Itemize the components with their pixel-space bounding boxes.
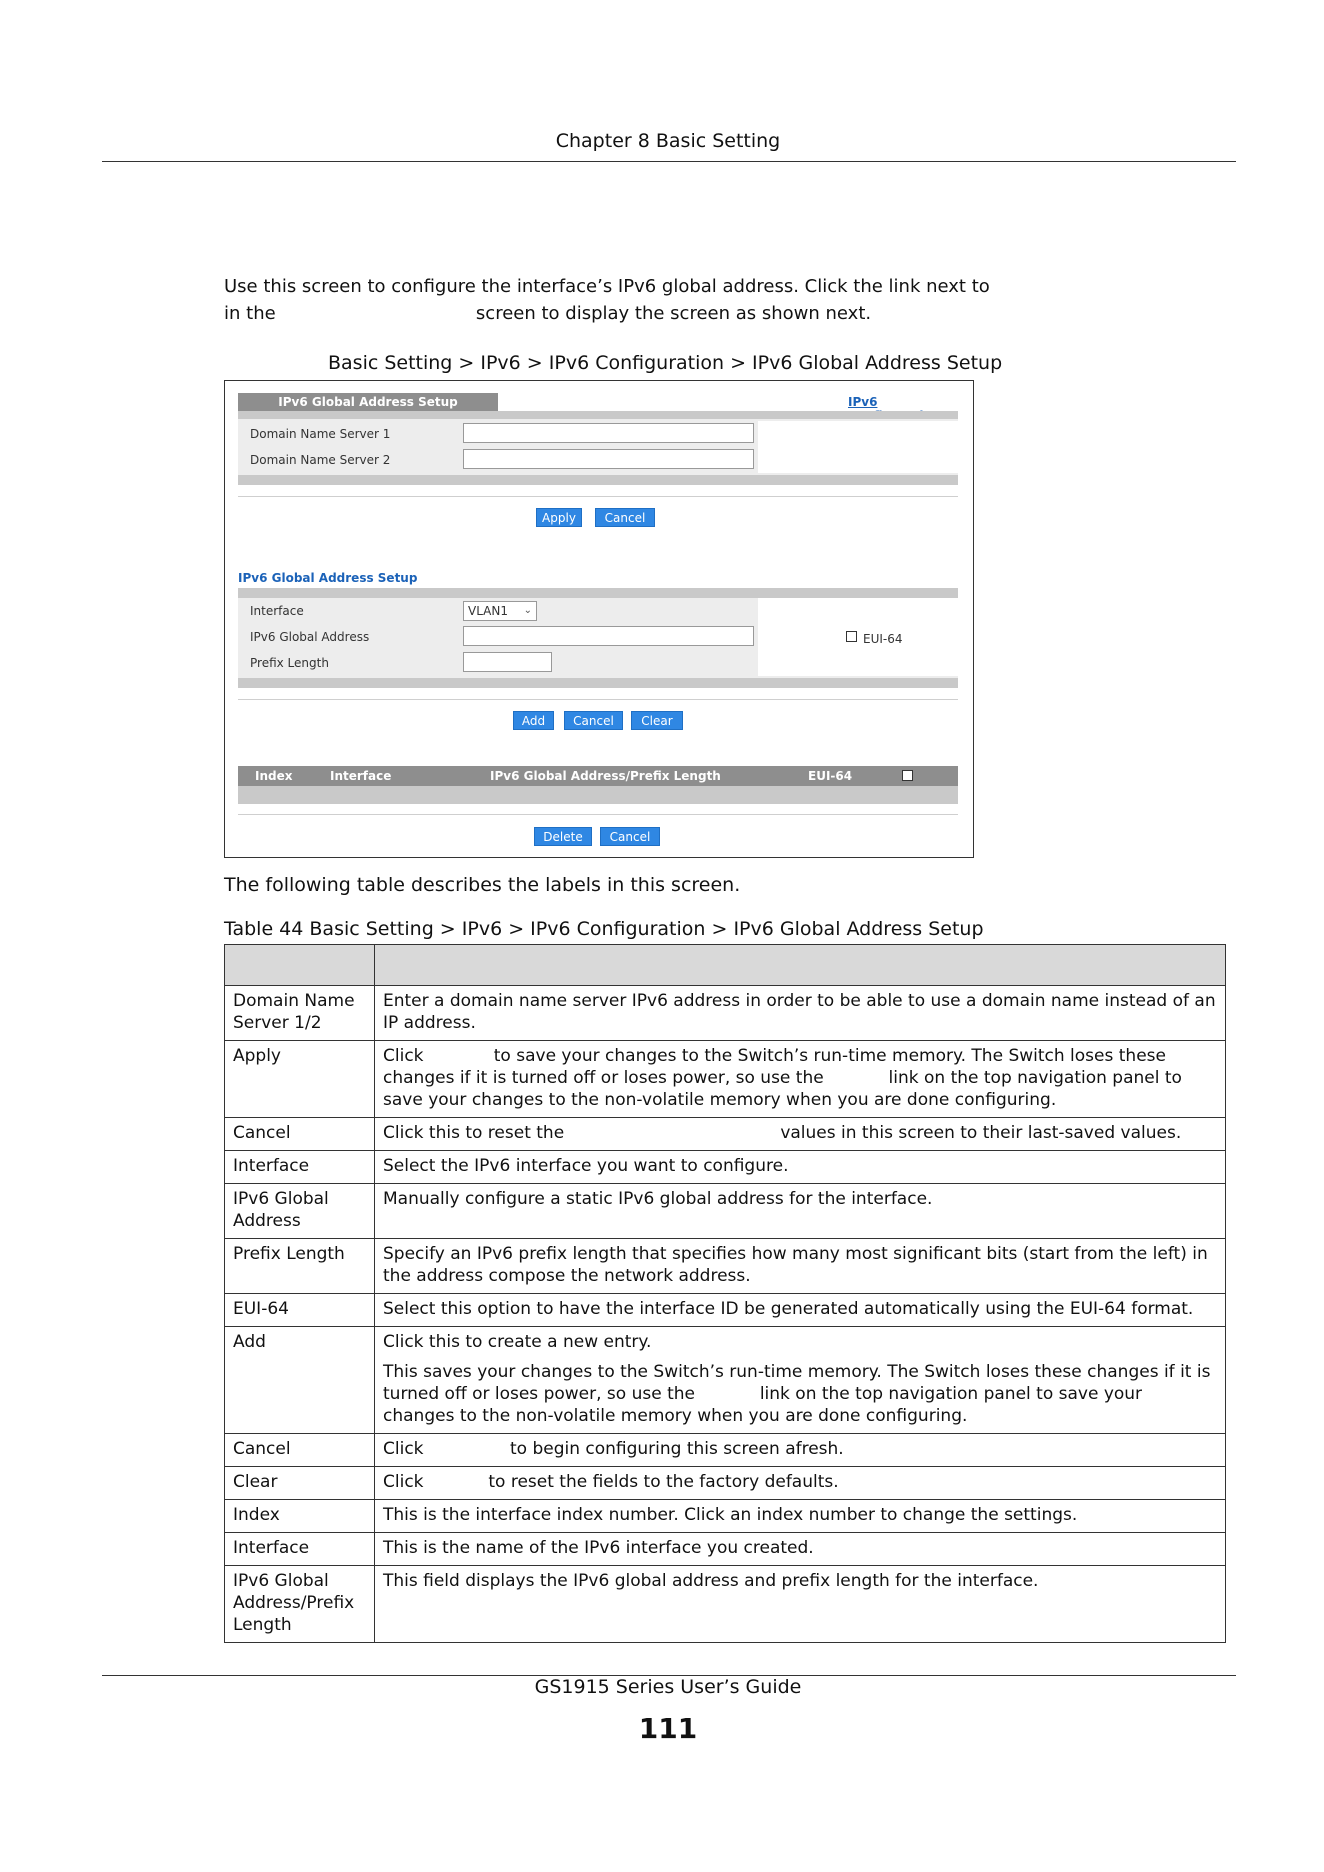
interface-select-value: VLAN1	[468, 604, 508, 618]
field-label: Index	[225, 1500, 375, 1533]
cancel-button[interactable]: Cancel	[595, 508, 655, 527]
dns2-label: Domain Name Server 2	[250, 453, 391, 467]
interface-row	[238, 598, 958, 624]
chapter-title: Chapter 8 Basic Setting	[555, 130, 781, 152]
table-row	[225, 1434, 1226, 1467]
field-label: Add	[225, 1327, 375, 1434]
header-cell-description	[375, 945, 1226, 986]
col-global-address: IPv6 Global Address/Prefix Length	[490, 769, 721, 783]
col-index: Index	[255, 769, 293, 783]
eui64-checkbox[interactable]	[846, 631, 857, 642]
intro-line-1: Use this screen to configure the interface’s IPv6 global address. Click the link next to	[224, 276, 990, 297]
description-paragraph: Click this to create a new entry.	[383, 1332, 652, 1352]
field-description	[375, 1239, 1226, 1294]
global-address-label: IPv6 Global Address	[250, 630, 370, 644]
field-label: IPv6 Global Address	[225, 1184, 375, 1239]
address-bottom-strip	[238, 678, 958, 688]
table-row	[225, 1533, 1226, 1566]
dns1-label: Domain Name Server 1	[250, 427, 391, 441]
dns2-row	[238, 447, 958, 473]
field-label: Clear	[225, 1467, 375, 1500]
field-label: Cancel	[225, 1118, 375, 1151]
field-label: Domain Name Server 1/2	[225, 986, 375, 1041]
field-description	[375, 1434, 1226, 1467]
clear-button[interactable]: Clear	[631, 711, 683, 730]
section-title: IPv6 Global Address Setup	[238, 571, 418, 585]
field-description	[375, 1041, 1226, 1118]
ipv6-configuration-link[interactable]: IPv6	[848, 395, 878, 409]
table-row	[225, 1500, 1226, 1533]
field-label: Cancel	[225, 1434, 375, 1467]
add-button[interactable]: Add	[513, 711, 554, 730]
table-row	[225, 1294, 1226, 1327]
description-paragraph: Click to save your changes to the Switch’s run-time memory. The Switch loses these changes if it is turned off or loses power, so use the link on the top navigation panel to save your changes to the non-volatile memory when you are done configuring.	[383, 1046, 1188, 1110]
ipv6-global-address-screen	[224, 380, 974, 858]
select-all-checkbox[interactable]	[902, 770, 913, 781]
dns-bottom-strip	[238, 475, 958, 485]
delete-button[interactable]: Delete	[534, 827, 592, 846]
field-description	[375, 1151, 1226, 1184]
table-row	[225, 986, 1226, 1041]
field-label: Prefix Length	[225, 1239, 375, 1294]
cancel-button[interactable]: Cancel	[600, 827, 660, 846]
description-paragraph: This field displays the IPv6 global address and prefix length for the interface.	[383, 1571, 1039, 1591]
header-rule	[102, 161, 1236, 162]
description-paragraph: Manually configure a static IPv6 global address for the interface.	[383, 1189, 933, 1209]
description-paragraph: Click to reset the fields to the factory defaults.	[383, 1472, 839, 1492]
description-paragraph: Specify an IPv6 prefix length that specifies how many most significant bits (start from the left) in the address compose the network address.	[383, 1244, 1214, 1286]
table-row	[225, 1239, 1226, 1294]
description-paragraph: Click to begin configuring this screen afresh.	[383, 1439, 844, 1459]
dns1-input[interactable]	[463, 423, 754, 443]
description-paragraph: Select this option to have the interface ID be generated automatically using the EUI-64 format.	[383, 1299, 1194, 1319]
address-list-body	[238, 786, 958, 804]
separator	[238, 496, 958, 497]
eui64-label: EUI-64	[863, 632, 903, 646]
col-interface: Interface	[330, 769, 392, 783]
description-table	[224, 944, 1226, 1643]
table-row	[225, 1041, 1226, 1118]
screen-header-bar	[238, 411, 958, 419]
field-description	[375, 1327, 1226, 1434]
description-paragraph: This is the interface index number. Click an index number to change the settings.	[383, 1505, 1078, 1525]
address-list-header	[238, 766, 958, 786]
field-description	[375, 1467, 1226, 1500]
field-label: IPv6 Global Address/Prefix Length	[225, 1566, 375, 1643]
field-description	[375, 1533, 1226, 1566]
table-row	[225, 1151, 1226, 1184]
interface-select[interactable]	[463, 601, 537, 621]
field-description	[375, 986, 1226, 1041]
prefix-length-input[interactable]	[463, 652, 552, 672]
separator	[238, 699, 958, 700]
table-intro-text: The following table describes the labels in this screen.	[224, 874, 741, 896]
global-address-input[interactable]	[463, 626, 754, 646]
global-address-row	[238, 624, 958, 650]
prefix-length-row	[238, 650, 958, 676]
prefix-length-label: Prefix Length	[250, 656, 329, 670]
cancel-button[interactable]: Cancel	[564, 711, 623, 730]
table-row	[225, 1327, 1226, 1434]
footer-title: GS1915 Series User’s Guide	[534, 1676, 802, 1698]
table-row	[225, 1118, 1226, 1151]
table-header-row	[225, 945, 1226, 986]
dns1-row	[238, 421, 958, 447]
field-label: Interface	[225, 1533, 375, 1566]
field-label: Interface	[225, 1151, 375, 1184]
table-row	[225, 1566, 1226, 1643]
intro-paragraph	[224, 273, 1104, 327]
col-eui64: EUI-64	[808, 769, 853, 783]
address-form	[238, 598, 958, 678]
description-paragraph: Enter a domain name server IPv6 address in order to be able to use a domain name instead of an IP address.	[383, 991, 1221, 1033]
field-description	[375, 1500, 1226, 1533]
dns-form	[238, 419, 958, 475]
intro-line-2: in the screen to display the screen as shown next.	[224, 303, 872, 324]
separator	[238, 814, 958, 815]
field-description	[375, 1294, 1226, 1327]
table-row	[225, 1467, 1226, 1500]
table-row	[225, 1184, 1226, 1239]
screen-header-tab: IPv6 Global Address Setup	[238, 393, 498, 411]
field-label: EUI-64	[225, 1294, 375, 1327]
apply-button[interactable]: Apply	[536, 508, 582, 527]
field-description	[375, 1184, 1226, 1239]
table-body	[225, 986, 1226, 1643]
description-paragraph: This is the name of the IPv6 interface you created.	[383, 1538, 814, 1558]
section-top-strip	[238, 588, 958, 598]
table-caption: Table 44 Basic Setting > IPv6 > IPv6 Configuration > IPv6 Global Address Setup	[224, 918, 984, 940]
field-label: Apply	[225, 1041, 375, 1118]
field-description	[375, 1566, 1226, 1643]
figure-caption: Basic Setting > IPv6 > IPv6 Configuration > IPv6 Global Address Setup	[328, 352, 1003, 374]
page-number: 111	[638, 1712, 698, 1745]
interface-label: Interface	[250, 604, 304, 618]
chevron-down-icon: ⌄	[523, 605, 532, 616]
description-paragraph: Click this to reset the values in this screen to their last-saved values.	[383, 1123, 1182, 1143]
header-cell-label	[225, 945, 375, 986]
description-paragraph: Select the IPv6 interface you want to configure.	[383, 1156, 789, 1176]
description-paragraph: This saves your changes to the Switch’s run-time memory. The Switch loses these changes if it is turned off or loses power, so use the link on the top navigation panel to save your changes to the non-volatile memory when you are done configuring.	[383, 1362, 1216, 1426]
dns2-input[interactable]	[463, 449, 754, 469]
field-description	[375, 1118, 1226, 1151]
